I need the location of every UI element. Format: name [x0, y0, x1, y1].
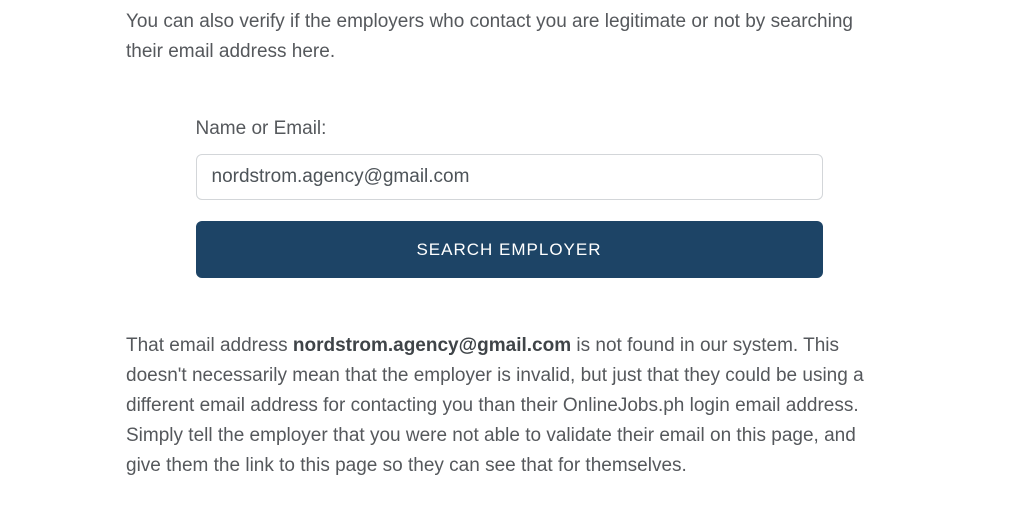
employer-verify-section [126, 0, 892, 481]
search-employer-button[interactable]: SEARCH EMPLOYER [196, 221, 823, 278]
search-result-message [126, 331, 892, 481]
result-suffix: is not found in our system. This doesn't necessarily mean that the employer is invalid, but just that they could be using a different email address for contacting you than their OnlineJobs.ph login email address. Simply tell the employer that you were not able to validate their email on this page, and give them the link to this page so they can see that for themselves. [126, 335, 864, 476]
result-email: nordstrom.agency@gmail.com [292, 335, 572, 356]
name-or-email-input[interactable] [196, 154, 823, 200]
intro-text: You can also verify if the employers who contact you are legitimate or not by searching their email address here. [126, 11, 853, 62]
result-prefix: That email address [126, 335, 293, 356]
employer-search-form [196, 117, 823, 278]
name-or-email-label: Name or Email: [195, 118, 327, 139]
